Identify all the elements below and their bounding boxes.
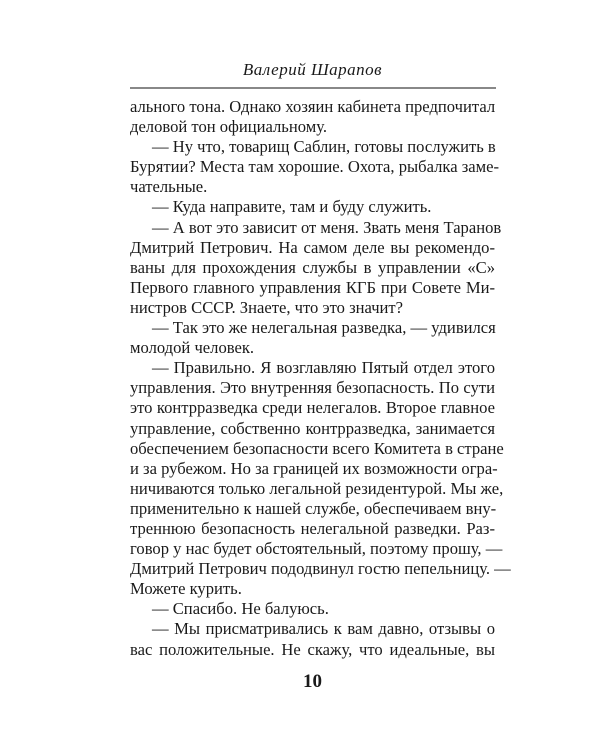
text-line: и за рубежом. Но за границей их возможности огра- bbox=[130, 458, 498, 478]
text-line: — Мы присматривались к вам давно, отзывы о bbox=[152, 619, 495, 639]
text-line: Дмитрий Петрович пододвинул гостю пепельницу. — bbox=[130, 559, 511, 579]
text-line: вас положительные. Не скажу, что идеальные, вы bbox=[130, 639, 495, 659]
text-line: — А вот это зависит от меня. Звать меня Таранов bbox=[152, 217, 502, 237]
text-line: чательные. bbox=[130, 177, 208, 197]
text-line: Дмитрий Петрович. На самом деле вы рекомендо- bbox=[130, 237, 495, 257]
body-text bbox=[130, 97, 511, 660]
text-line: нистров СССР. Знаете, что это значит? bbox=[130, 297, 404, 317]
text-line: — Так это же нелегальная разведка, — удивился bbox=[152, 318, 496, 338]
text-line: ничиваются только легальной резидентурой. Мы же, bbox=[130, 478, 504, 498]
text-line: молодой человек. bbox=[130, 338, 255, 358]
text-line: применительно к нашей службе, обеспечиваем вну- bbox=[130, 498, 497, 518]
text-line: управления. Это внутренняя безопасность. По сути bbox=[130, 378, 495, 398]
text-line: ваны для прохождения службы в управлении «С» bbox=[130, 257, 495, 277]
text-line: обеспечением безопасности всего Комитета в стране bbox=[130, 438, 504, 458]
text-line: ального тона. Однако хозяин кабинета предпочитал bbox=[130, 97, 496, 116]
text-line: — Правильно. Я возглавляю Пятый отдел этого bbox=[152, 358, 495, 378]
text-line: управление, собственно контрразведка, занимается bbox=[130, 418, 495, 438]
header-rule bbox=[130, 87, 496, 89]
text-line: говор у нас будет обстоятельный, поэтому прошу, — bbox=[130, 539, 503, 559]
text-line: Можете курить. bbox=[130, 579, 242, 599]
text-line: — Ну что, товарищ Саблин, готовы послужить в bbox=[152, 137, 496, 157]
text-line: Первого главного управления КГБ при Совете Ми- bbox=[130, 277, 495, 297]
text-line: это контрразведка среди нелегалов. Второе главное bbox=[130, 398, 495, 418]
running-head-author: Валерий Шарапов bbox=[242, 60, 383, 79]
text-line: — Спасибо. Не балуюсь. bbox=[152, 599, 329, 619]
page-number: 10 bbox=[303, 671, 322, 692]
text-line: — Куда направите, там и буду служить. bbox=[152, 197, 432, 217]
text-line: треннюю безопасность нелегальной разведки. Раз- bbox=[130, 518, 495, 538]
text-line: Бурятии? Места там хорошие. Охота, рыбалка заме- bbox=[130, 157, 500, 177]
text-line: деловой тон официальному. bbox=[130, 117, 327, 137]
